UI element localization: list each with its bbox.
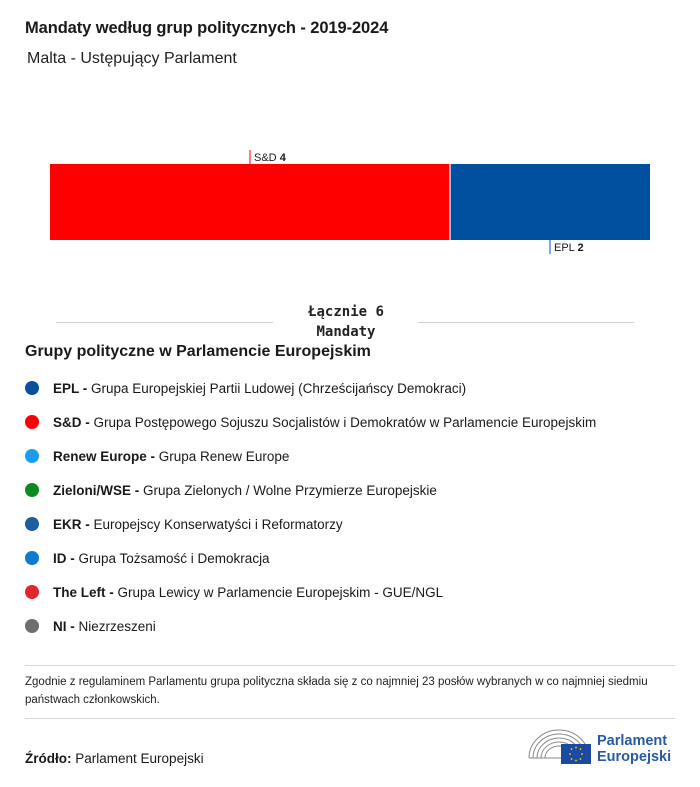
legend-desc: Grupa Lewicy w Parlamencie Europejskim - GUE/NGL bbox=[117, 584, 444, 600]
legend-abbr: Renew Europe - bbox=[53, 448, 159, 464]
legend-item-renew bbox=[25, 439, 596, 473]
circle-icon bbox=[25, 517, 39, 531]
legend-desc: Europejscy Konserwatyści i Reformatorzy bbox=[93, 516, 343, 532]
circle-icon bbox=[25, 483, 39, 497]
european-parliament-hemicycle-icon bbox=[527, 728, 591, 768]
total-unit: Mandaty bbox=[316, 324, 376, 340]
legend bbox=[25, 371, 596, 643]
legend-abbr: Zieloni/WSE - bbox=[53, 482, 143, 498]
legend-desc: Grupa Postępowego Sojuszu Socjalistów i Demokratów w Parlamencie Europejskim bbox=[93, 414, 597, 430]
logo-line-2: Europejski bbox=[597, 749, 672, 765]
legend-abbr: The Left - bbox=[53, 584, 118, 600]
circle-icon bbox=[25, 619, 39, 633]
legend-desc: Grupa Renew Europe bbox=[158, 448, 290, 464]
footer-divider-bottom bbox=[25, 718, 675, 719]
source-value: Parlament Europejski bbox=[75, 751, 204, 766]
legend-item-ni bbox=[25, 609, 596, 643]
legend-desc: Grupa Zielonych / Wolne Przymierze Europejskie bbox=[143, 482, 437, 498]
source bbox=[25, 751, 204, 766]
logo-text bbox=[597, 733, 671, 765]
legend-abbr: EKR - bbox=[53, 516, 94, 532]
chart-title: Mandaty według grup politycznych - 2019-2024 bbox=[25, 19, 389, 37]
circle-icon bbox=[25, 585, 39, 599]
total-divider-left bbox=[56, 322, 273, 323]
circle-icon bbox=[25, 551, 39, 565]
legend-desc: Grupa Europejskiej Partii Ludowej (Chrześcijańscy Demokraci) bbox=[91, 380, 467, 396]
footnote: Zgodnie z regulaminem Parlamentu grupa polityczna składa się z co najmniej 23 posłów wybranych w co najmniej siedmiu państwach członkowskich. bbox=[25, 676, 648, 706]
chart-subtitle: Malta - Ustępujący Parlament bbox=[27, 50, 237, 67]
legend-abbr: S&D - bbox=[53, 414, 94, 430]
legend-desc: Grupa Tożsamość i Demokracja bbox=[78, 550, 270, 566]
total-divider-right bbox=[418, 322, 634, 323]
legend-item-ekr bbox=[25, 507, 596, 541]
seat-bar-chart bbox=[0, 140, 700, 260]
circle-icon bbox=[25, 449, 39, 463]
data-label: EPL 2 bbox=[554, 242, 584, 254]
legend-item-left bbox=[25, 575, 596, 609]
data-label: S&D 4 bbox=[254, 152, 286, 164]
legend-item-greens bbox=[25, 473, 596, 507]
legend-item-sd bbox=[25, 405, 596, 439]
circle-icon bbox=[25, 415, 39, 429]
bar-segment-sd bbox=[50, 164, 450, 240]
legend-item-id bbox=[25, 541, 596, 575]
legend-title: Grupy polityczne w Parlamencie Europejskim bbox=[25, 343, 371, 360]
legend-abbr: ID - bbox=[53, 550, 79, 566]
total-label bbox=[274, 302, 418, 342]
legend-item-epl bbox=[25, 371, 596, 405]
total-count: Łącznie 6 bbox=[308, 304, 384, 320]
legend-abbr: EPL - bbox=[53, 380, 92, 396]
total-seats bbox=[0, 302, 700, 342]
bar-segment-epl bbox=[450, 164, 650, 240]
source-label: Źródło: bbox=[25, 751, 72, 766]
european-parliament-logo bbox=[527, 728, 677, 768]
legend-abbr: NI - bbox=[53, 618, 79, 634]
legend-desc: Niezrzeszeni bbox=[78, 618, 156, 634]
footer-divider-top bbox=[25, 665, 675, 666]
circle-icon bbox=[25, 381, 39, 395]
logo-line-1: Parlament bbox=[597, 733, 668, 749]
